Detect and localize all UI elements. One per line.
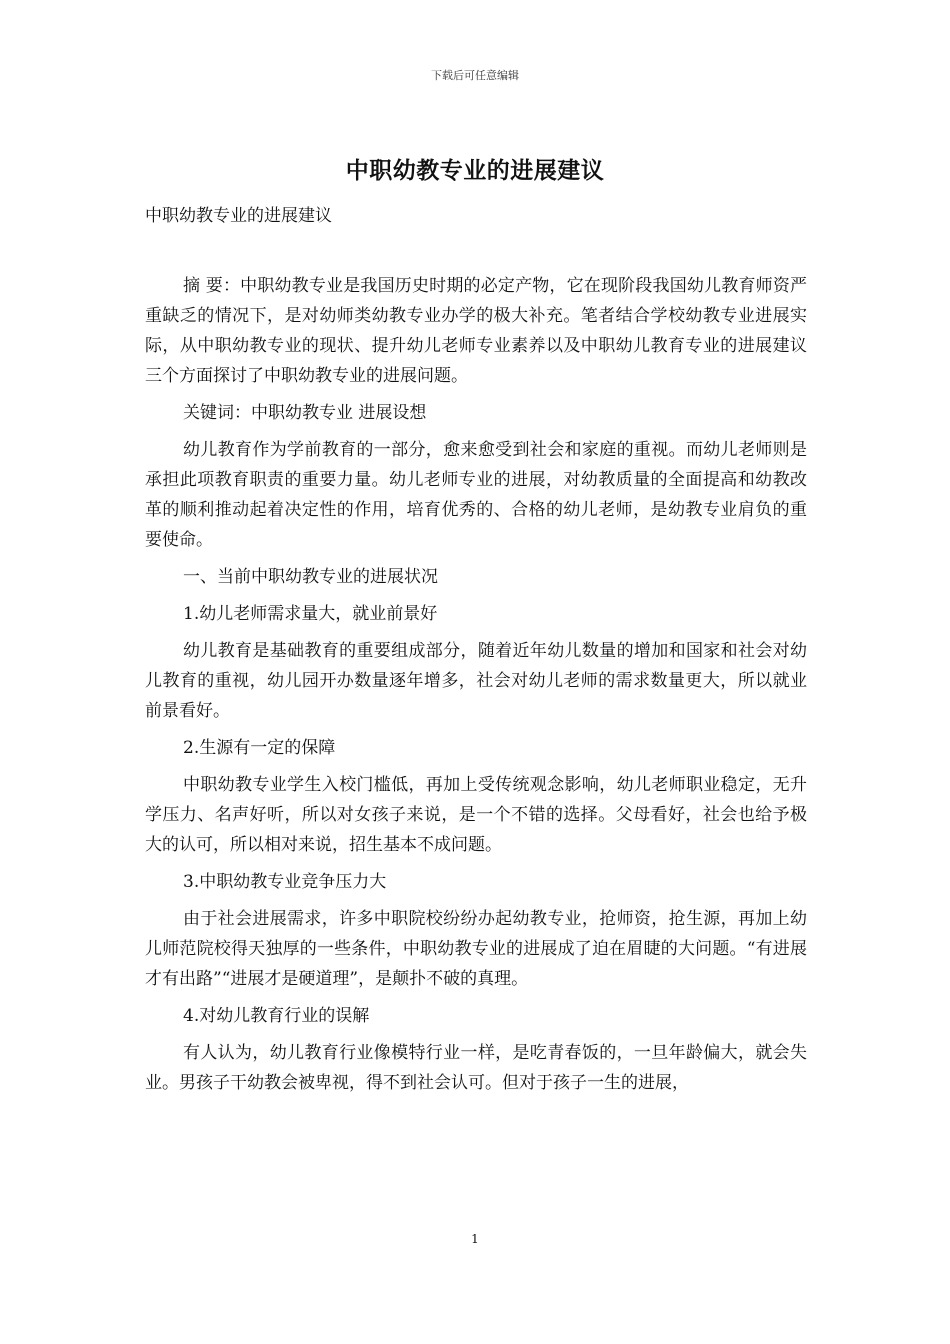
document-body — [145, 271, 807, 1105]
page-number: 1 — [471, 1232, 479, 1246]
body-paragraph: 有人认为，幼儿教育行业像模特行业一样，是吃青春饭的，一旦年龄偏大，就会失业。男孩子干幼教会被卑视，得不到社会认可。但对于孩子一生的进展， — [145, 1043, 807, 1093]
body-paragraph: 由于社会进展需求，许多中职院校纷纷办起幼教专业，抢师资，抢生源，再加上幼儿师范院校得天独厚的一些条件，中职幼教专业的进展成了迫在眉睫的大问题。“有进展才有出路”“进展才是硬道理”，是颠扑不破的真理。 — [145, 909, 807, 989]
subsection-heading-2: 2.生源有一定的保障 — [183, 738, 336, 758]
document-subtitle: 中职幼教专业的进展建议 — [145, 206, 332, 226]
body-paragraph: 幼儿教育是基础教育的重要组成部分，随着近年幼儿数量的增加和国家和社会对幼儿教育的重视，幼儿园开办数量逐年增多，社会对幼儿老师的需求数量更大，所以就业前景看好。 — [145, 641, 807, 721]
abstract-paragraph: 摘 要：中职幼教专业是我国历史时期的必定产物，它在现阶段我国幼儿教育师资严重缺乏的情况下，是对幼师类幼教专业办学的极大补充。笔者结合学校幼教专业进展实际，从中职幼教专业的现状、提升幼儿老师专业素养以及中职幼儿教育专业的进展建议三个方面探讨了中职幼教专业的进展问题。 — [145, 276, 807, 386]
page-header-note: 下载后可任意编辑 — [431, 69, 519, 82]
subsection-heading-1: 1.幼儿老师需求量大，就业前景好 — [183, 604, 438, 624]
document-title: 中职幼教专业的进展建议 — [345, 158, 605, 184]
intro-paragraph: 幼儿教育作为学前教育的一部分，愈来愈受到社会和家庭的重视。而幼儿老师则是承担此项教育职责的重要力量。幼儿老师专业的进展，对幼教质量的全面提高和幼教改革的顺利推动起着决定性的作用，培育优秀的、合格的幼儿老师，是幼教专业肩负的重要使命。 — [145, 440, 807, 550]
subsection-heading-4: 4.对幼儿教育行业的误解 — [183, 1006, 370, 1026]
body-paragraph: 中职幼教专业学生入校门槛低，再加上受传统观念影响，幼儿老师职业稳定，无升学压力、名声好听，所以对女孩子来说，是一个不错的选择。父母看好，社会也给予极大的认可，所以相对来说，招生基本不成问题。 — [145, 775, 807, 855]
subsection-heading-3: 3.中职幼教专业竞争压力大 — [183, 872, 387, 892]
keywords-line: 关键词：中职幼教专业 进展设想 — [183, 403, 427, 423]
section-heading-1: 一、当前中职幼教专业的进展状况 — [183, 567, 438, 587]
